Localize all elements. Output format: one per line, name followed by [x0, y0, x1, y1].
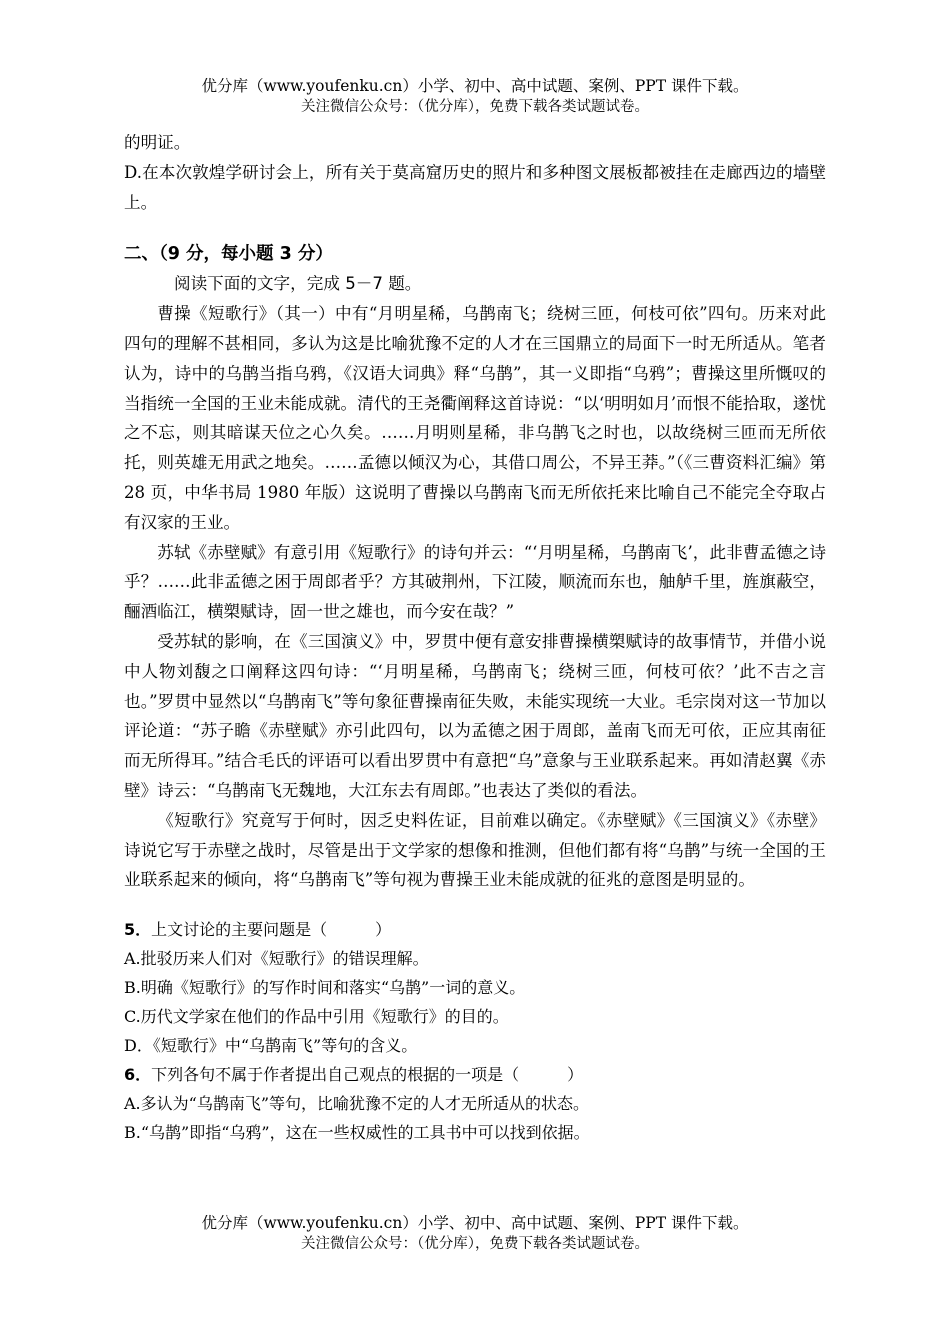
option-c: C.历代文学家在他们的作品中引用《短歌行》的目的。 [124, 1007, 509, 1027]
passage-paragraph-1: 曹操《短歌行》（其一）中有“月明星稀，乌鹊南飞；绕树三匝，何枝可依”四句。历来对此四句的理解不甚相同，多认为这是比喻犹豫不定的人才在三国鼎立的局面下一时无所适从。笔者认为，诗中的乌鹊当指乌鸦，《汉语大词典》释“乌鹊”，其一义即指“乌鸦”；曹操这里所慨叹的当指统一全国的王业未能成就。清代的王尧衢阐释这首诗说：“以‘明明如月’而恨不能拾取，遂忧之不忘，则其暗谋天位之心久矣。……月明则星稀，非乌鹊飞之时也，以故绕树三匝而无所依托，则英雄无用武之地矣。……孟德以倾汉为心，其借口周公，不异王莽。”（《三曹资料汇编》第 28 页，中华书局 1980 年版）这说明了曹操以乌鹊南飞而无所依托来比喻自己不能完全夺取占有汉家的王业。 [124, 304, 826, 532]
question-text: 上文讨论的主要问题是（ ） [151, 920, 392, 940]
question-number: 6． [124, 1065, 152, 1085]
option-d: D．《短歌行》中“乌鹊南飞”等句的含义。 [124, 1036, 418, 1056]
option-a: A.多认为“乌鹊南飞”等句，比喻犹豫不定的人才无所适从的状态。 [124, 1094, 590, 1114]
question-5 [124, 915, 826, 1060]
page-header [0, 76, 950, 118]
question-text: 下列各句不属于作者提出自己观点的根据的一项是（ ） [151, 1065, 584, 1085]
question-6 [124, 1060, 826, 1147]
footer-line-1: 优分库（www.youfenku.cn）小学、初中、高中试题、案例、PPT 课件下载。 [201, 1214, 749, 1232]
header-line-1: 优分库（www.youfenku.cn）小学、初中、高中试题、案例、PPT 课件下载。 [201, 77, 749, 95]
previous-continuation: 的明证。 [124, 133, 191, 152]
section-intro: 阅读下面的文字，完成 5－7 题。 [174, 274, 422, 294]
option-b: B.“乌鹊”即指“乌鸦”，这在一些权威性的工具书中可以找到依据。 [124, 1123, 590, 1143]
page-footer [0, 1213, 950, 1255]
question-stem [124, 915, 826, 944]
footer-line-2: 关注微信公众号：（优分库），免费下载各类试题试卷。 [301, 1236, 649, 1252]
question-stem [124, 1060, 826, 1089]
document-body [124, 128, 826, 1147]
passage-paragraph-2: 苏轼《赤壁赋》有意引用《短歌行》的诗句并云：“‘月明星稀，乌鹊南飞’，此非曹孟德之诗乎？……此非孟德之困于周郎者乎？方其破荆州，下江陵，顺流而东也，舳舻千里，旌旗蔽空，酾酒临江，横槊赋诗，固一世之雄也，而今安在哉？” [124, 542, 826, 622]
question-spacer [124, 895, 826, 915]
option-b: B.明确《短歌行》的写作时间和落实“乌鹊”一词的意义。 [124, 978, 526, 998]
question-number: 5． [124, 920, 152, 940]
section-title: 二、（9 分，每小题 3 分） [124, 244, 333, 265]
option-a: A.批驳历来人们对《短歌行》的错误理解。 [124, 949, 429, 969]
passage-paragraph-3: 受苏轼的影响，在《三国演义》中，罗贯中便有意安排曹操横槊赋诗的故事情节，并借小说中人物刘馥之口阐释这四句诗：“‘月明星稀，乌鹊南飞；绕树三匝，何枝可依？’此不吉之言也。”罗贯中显然以“乌鹊南飞”等句象征曹操南征失败，未能实现统一大业。毛宗岗对这一节加以评论道：“苏子瞻《赤壁赋》亦引此四句，以为孟德之困于周郎，盖南飞而无可依，正应其南征而无所得耳。”结合毛氏的评语可以看出罗贯中有意把“乌”意象与王业联系起来。再如清赵翼《赤壁》诗云：“乌鹊南飞无魏地，大江东去有周郎。”也表达了类似的看法。 [124, 631, 826, 800]
header-line-2: 关注微信公众号：（优分库），免费下载各类试题试卷。 [301, 99, 649, 115]
section-spacer [124, 217, 826, 239]
previous-option-d: D.在本次敦煌学研讨会上，所有关于莫高窟历史的照片和多种图文展板都被挂在走廊西边的墙壁上。 [124, 162, 826, 212]
passage-paragraph-4: 《短歌行》究竟写于何时，因乏史料佐证，目前难以确定。《赤壁赋》《三国演义》《赤壁》诗说它写于赤壁之战时，尽管是出于文学家的想像和推测，但他们都有将“乌鹊”与统一全国的王业联系起来的倾向，将“乌鹊南飞”等句视为曹操王业未能成就的征兆的意图是明显的。 [124, 810, 826, 890]
